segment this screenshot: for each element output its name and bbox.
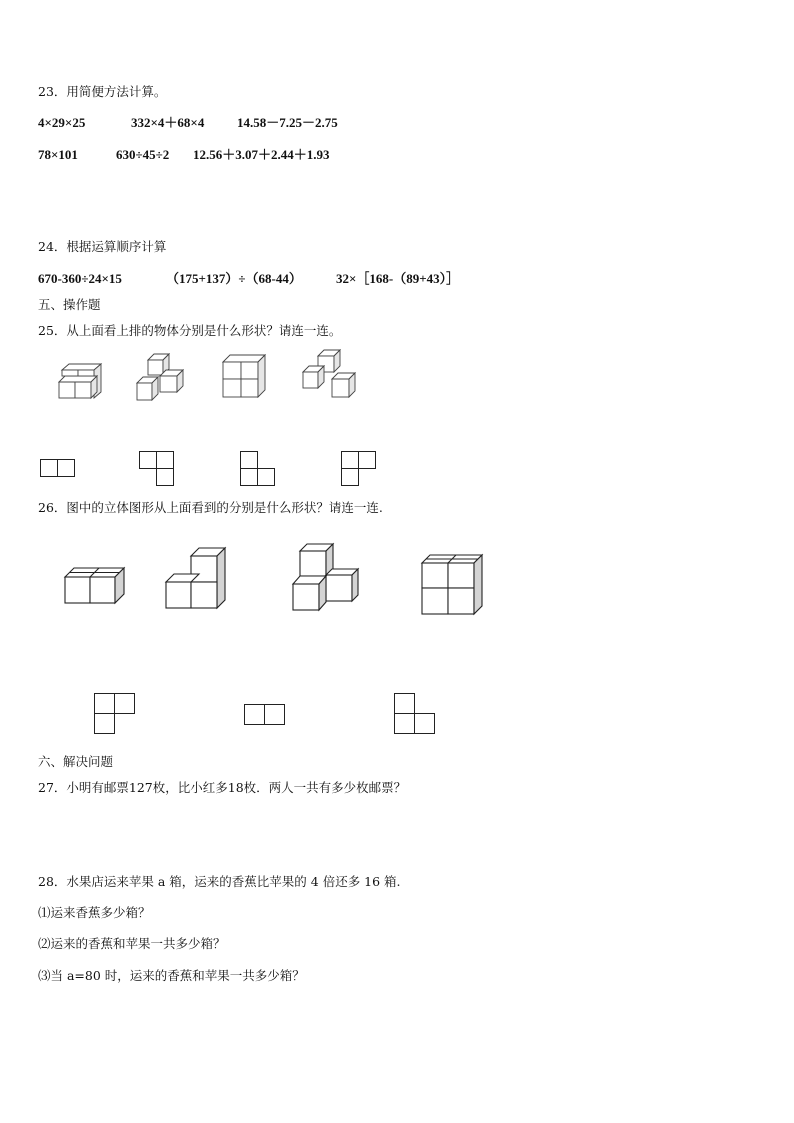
q25-view-3	[240, 451, 276, 487]
q23-expr-5: 630÷45÷2	[116, 147, 170, 162]
q26-view-3	[394, 693, 436, 735]
q26-solid-4	[420, 554, 484, 616]
q26-solid-1	[64, 563, 126, 605]
q23-expr-4: 78×101	[38, 147, 78, 162]
q26-solid-3	[292, 542, 360, 612]
q25-view-2	[139, 451, 175, 487]
q24-expr-3: 32×［168-（89+43）］	[336, 271, 460, 286]
q23-expr-2: 332×4＋68×4	[131, 115, 205, 130]
q24-expr-2: （175+137）÷（68-44）	[166, 271, 302, 286]
q23-expr-6: 12.56＋3.07＋2.44＋1.93	[193, 147, 330, 162]
q28-sub-2: ⑵运来的香蕉和苹果一共多少箱？	[38, 936, 226, 951]
q28-title: 28．水果店运来苹果 a 箱，运来的香蕉比苹果的 4 倍还多 16 箱.	[38, 874, 401, 889]
q23-title: 23．用简便方法计算。	[38, 84, 167, 99]
q28-sub-1: ⑴运来香蕉多少箱？	[38, 905, 151, 920]
q25-solid-4	[300, 348, 356, 402]
q28-sub-3: ⑶当 a=80 时，运来的香蕉和苹果一共多少箱？	[38, 968, 305, 983]
q24-expr-1: 670-360÷24×15	[38, 271, 122, 286]
q26-view-1	[94, 693, 136, 735]
q23-expr-1: 4×29×25	[38, 115, 86, 130]
q25-view-4	[341, 451, 377, 487]
q26-view-2	[244, 704, 286, 726]
q26-title: 26．图中的立体图形从上面看到的分别是什么形状？请连一连.	[38, 500, 383, 515]
q25-solid-1	[56, 362, 106, 402]
q25-solid-2	[135, 352, 189, 404]
q24-title: 24．根据运算顺序计算	[38, 239, 167, 254]
q25-view-1	[40, 459, 76, 479]
section-5-heading: 五、操作题	[38, 297, 101, 312]
q23-expr-3: 14.58－7.25－2.75	[237, 115, 338, 130]
q26-solid-2	[165, 547, 227, 609]
section-6-heading: 六、解决问题	[38, 754, 114, 769]
q25-title: 25．从上面看上排的物体分别是什么形状？请连一连。	[38, 323, 342, 338]
q27-title: 27．小明有邮票127枚，比小红多18枚．两人一共有多少枚邮票？	[38, 780, 407, 795]
q25-solid-3	[220, 352, 270, 402]
